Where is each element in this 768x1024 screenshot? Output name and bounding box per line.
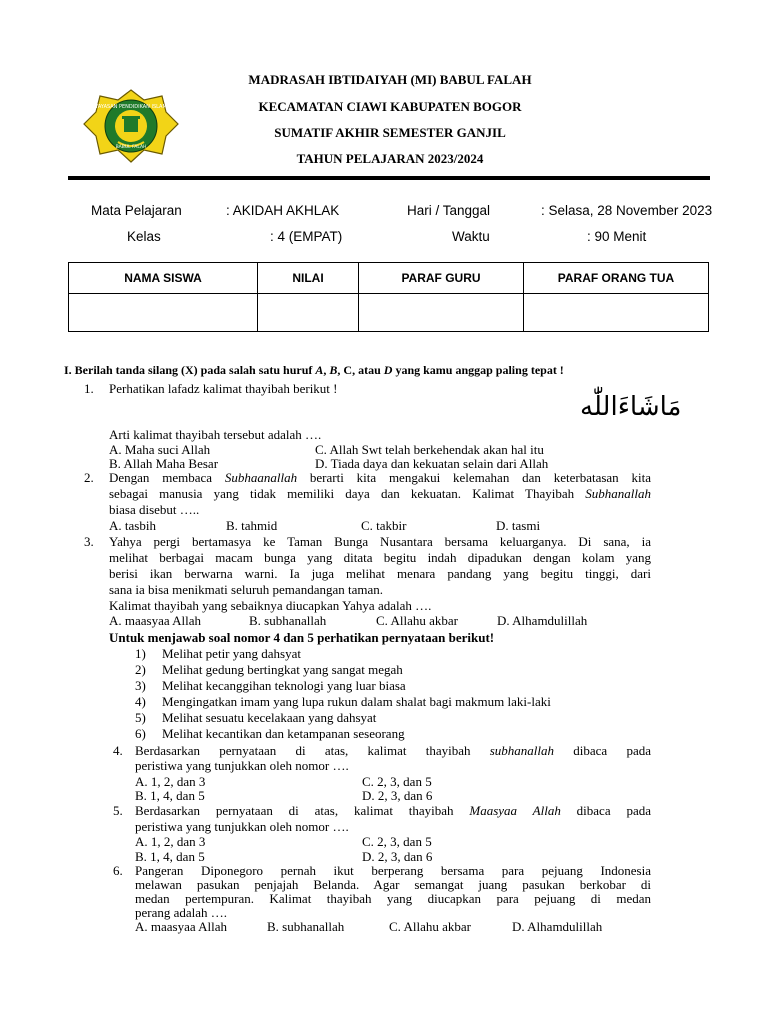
statement-number: 4) xyxy=(135,694,146,709)
class-label: Kelas xyxy=(127,229,161,244)
score-table xyxy=(68,262,709,332)
q3-option-b[interactable]: B. subhanallah xyxy=(249,613,327,628)
q5-line2: peristiwa yang tunjukkan oleh nomor …. xyxy=(135,819,349,834)
q4-option-b[interactable]: B. 1, 4, dan 5 xyxy=(135,788,205,803)
q4-number: 4. xyxy=(113,743,123,758)
q2-line1: Dengan membaca Subhaanallah berarti kita mengakui kelemahan dan keterbatasan kita xyxy=(109,470,651,485)
q5-line1: Berdasarkan pernyataan di atas, kalimat thayibah Maasyaa Allah dibaca pada xyxy=(135,803,651,818)
instruction: I. Berilah tanda silang (X) pada salah satu huruf A, B, C, atau D yang kamu anggap paling tepat ! xyxy=(64,363,564,377)
q3-number: 3. xyxy=(84,534,94,549)
q6-number: 6. xyxy=(113,863,123,878)
header-nilai: NILAI xyxy=(258,263,359,294)
q3-line1: Yahya pergi bertamasya ke Taman Bunga Nusantara bersama keluarganya. Di sana, ia xyxy=(109,534,651,549)
statement-number: 3) xyxy=(135,678,146,693)
q3-question: Kalimat thayibah yang sebaiknya diucapkan Yahya adalah …. xyxy=(109,598,432,613)
q1-text: Perhatikan lafadz kalimat thayibah berikut ! xyxy=(109,381,338,396)
q1-option-c[interactable]: C. Allah Swt telah berkehendak akan hal itu xyxy=(315,442,544,457)
q3-line2: melihat berbagai macam bunga yang ditata begitu indah dipadukan dengan kolam yang xyxy=(109,550,651,565)
q2-option-d[interactable]: D. tasmi xyxy=(496,518,541,533)
q4-option-d[interactable]: D. 2, 3, dan 6 xyxy=(362,788,433,803)
q6-option-d[interactable]: D. Alhamdulillah xyxy=(512,919,603,934)
school-district: KECAMATAN CIAWI KABUPATEN BOGOR xyxy=(258,99,522,114)
q3-option-d[interactable]: D. Alhamdulillah xyxy=(497,613,588,628)
q6-option-c[interactable]: C. Allahu akbar xyxy=(389,919,471,934)
q5-option-b[interactable]: B. 1, 4, dan 5 xyxy=(135,849,205,864)
school-logo xyxy=(82,88,180,164)
cell-paraf-orang-tua[interactable] xyxy=(524,294,709,332)
q1-option-a[interactable]: A. Maha suci Allah xyxy=(109,442,211,457)
q4-option-c[interactable]: C. 2, 3, dan 5 xyxy=(362,774,432,789)
cell-nama-siswa[interactable] xyxy=(69,294,258,332)
q6-line2: melawan pasukan penjajah Belanda. Agar semangat juang pasukan berkobar di xyxy=(135,877,651,892)
q6-option-a[interactable]: A. maasyaa Allah xyxy=(135,919,228,934)
day-value: : Selasa, 28 November 2023 xyxy=(541,203,713,218)
q5-option-d[interactable]: D. 2, 3, dan 6 xyxy=(362,849,433,864)
statements-intro: Untuk menjawab soal nomor 4 dan 5 perhatikan pernyataan berikut! xyxy=(109,630,495,645)
q4-option-a[interactable]: A. 1, 2, dan 3 xyxy=(135,774,206,789)
q3-line3: berisi ikan berwarna warni. Ia juga melihat menara pandang yang begitu tinggi, dari xyxy=(109,566,651,581)
time-value: : 90 Menit xyxy=(587,229,647,244)
statement-number: 5) xyxy=(135,710,146,725)
subject-label: Mata Pelajaran xyxy=(91,203,182,218)
logo-top-text: YAYASAN PENDIDIKAN ISLAM xyxy=(95,104,167,110)
q2-option-b[interactable]: B. tahmid xyxy=(226,518,278,533)
q5-number: 5. xyxy=(113,803,123,818)
logo-bottom-text: BABUL FALAH xyxy=(115,145,147,150)
q6-line1: Pangeran Diponegoro pernah ikut berperang bersama para pejuang Indonesia xyxy=(135,863,651,878)
q6-line4: perang adalah …. xyxy=(135,905,228,920)
statement-number: 6) xyxy=(135,726,146,741)
q1-option-d[interactable]: D. Tiada daya dan kekuatan selain dari Allah xyxy=(315,456,549,471)
academic-year: TAHUN PELAJARAN 2023/2024 xyxy=(296,151,484,166)
q1-option-b[interactable]: B. Allah Maha Besar xyxy=(109,456,219,471)
q6-option-b[interactable]: B. subhanallah xyxy=(267,919,345,934)
q2-line3: biasa disebut ….. xyxy=(109,502,200,517)
q2-option-a[interactable]: A. tasbih xyxy=(109,518,156,533)
header-paraf-orang-tua: PARAF ORANG TUA xyxy=(524,263,709,294)
q2-line2: sebagai manusia yang tidak memiliki daya dan kekuatan. Kalimat Thayibah Subhanallah xyxy=(109,486,651,501)
q4-line1: Berdasarkan pernyataan di atas, kalimat thayibah subhanallah dibaca pada xyxy=(135,743,651,758)
header-paraf-guru: PARAF GURU xyxy=(359,263,524,294)
statement-text: Melihat gedung bertingkat yang sangat megah xyxy=(162,662,403,677)
statement-text: Melihat kecanggihan teknologi yang luar biasa xyxy=(162,678,406,693)
statement-text: Melihat kecantikan dan ketampanan seseorang xyxy=(162,726,405,741)
statement-text: Melihat petir yang dahsyat xyxy=(162,646,301,661)
class-value: : 4 (EMPAT) xyxy=(270,229,343,244)
subject-value: : AKIDAH AKHLAK xyxy=(226,203,340,218)
q1-number: 1. xyxy=(84,381,94,396)
statement-text: Melihat sesuatu kecelakaan yang dahsyat xyxy=(162,710,377,725)
statement-text: Mengingatkan imam yang lupa rukun dalam shalat bagi makmum laki-laki xyxy=(162,694,551,709)
header-nama-siswa: NAMA SISWA xyxy=(69,263,258,294)
q1-arabic: مَاشَاءَاللّٰه xyxy=(580,392,682,422)
exam-title: SUMATIF AKHIR SEMESTER GANJIL xyxy=(274,125,506,140)
statement-number: 2) xyxy=(135,662,146,677)
q5-option-c[interactable]: C. 2, 3, dan 5 xyxy=(362,834,432,849)
q4-line2: peristiwa yang tunjukkan oleh nomor …. xyxy=(135,758,349,773)
day-label: Hari / Tanggal xyxy=(407,203,491,218)
q5-option-a[interactable]: A. 1, 2, dan 3 xyxy=(135,834,206,849)
statement-number: 1) xyxy=(135,646,146,661)
q2-number: 2. xyxy=(84,470,94,485)
q3-line4: sana ia bisa menikmati seluruh pemandangan taman. xyxy=(109,582,383,597)
time-label: Waktu xyxy=(452,229,490,244)
q3-option-a[interactable]: A. maasyaa Allah xyxy=(109,613,202,628)
header-divider xyxy=(68,176,710,180)
school-name: MADRASAH IBTIDAIYAH (MI) BABUL FALAH xyxy=(248,72,532,87)
q2-option-c[interactable]: C. takbir xyxy=(361,518,407,533)
q6-line3: medan pertempuran. Kalimat thayibah yang diucapkan para pejuang di medan xyxy=(135,891,651,906)
q3-option-c[interactable]: C. Allahu akbar xyxy=(376,613,458,628)
q1-question: Arti kalimat thayibah tersebut adalah …. xyxy=(109,427,322,442)
cell-nilai[interactable] xyxy=(258,294,359,332)
cell-paraf-guru[interactable] xyxy=(359,294,524,332)
